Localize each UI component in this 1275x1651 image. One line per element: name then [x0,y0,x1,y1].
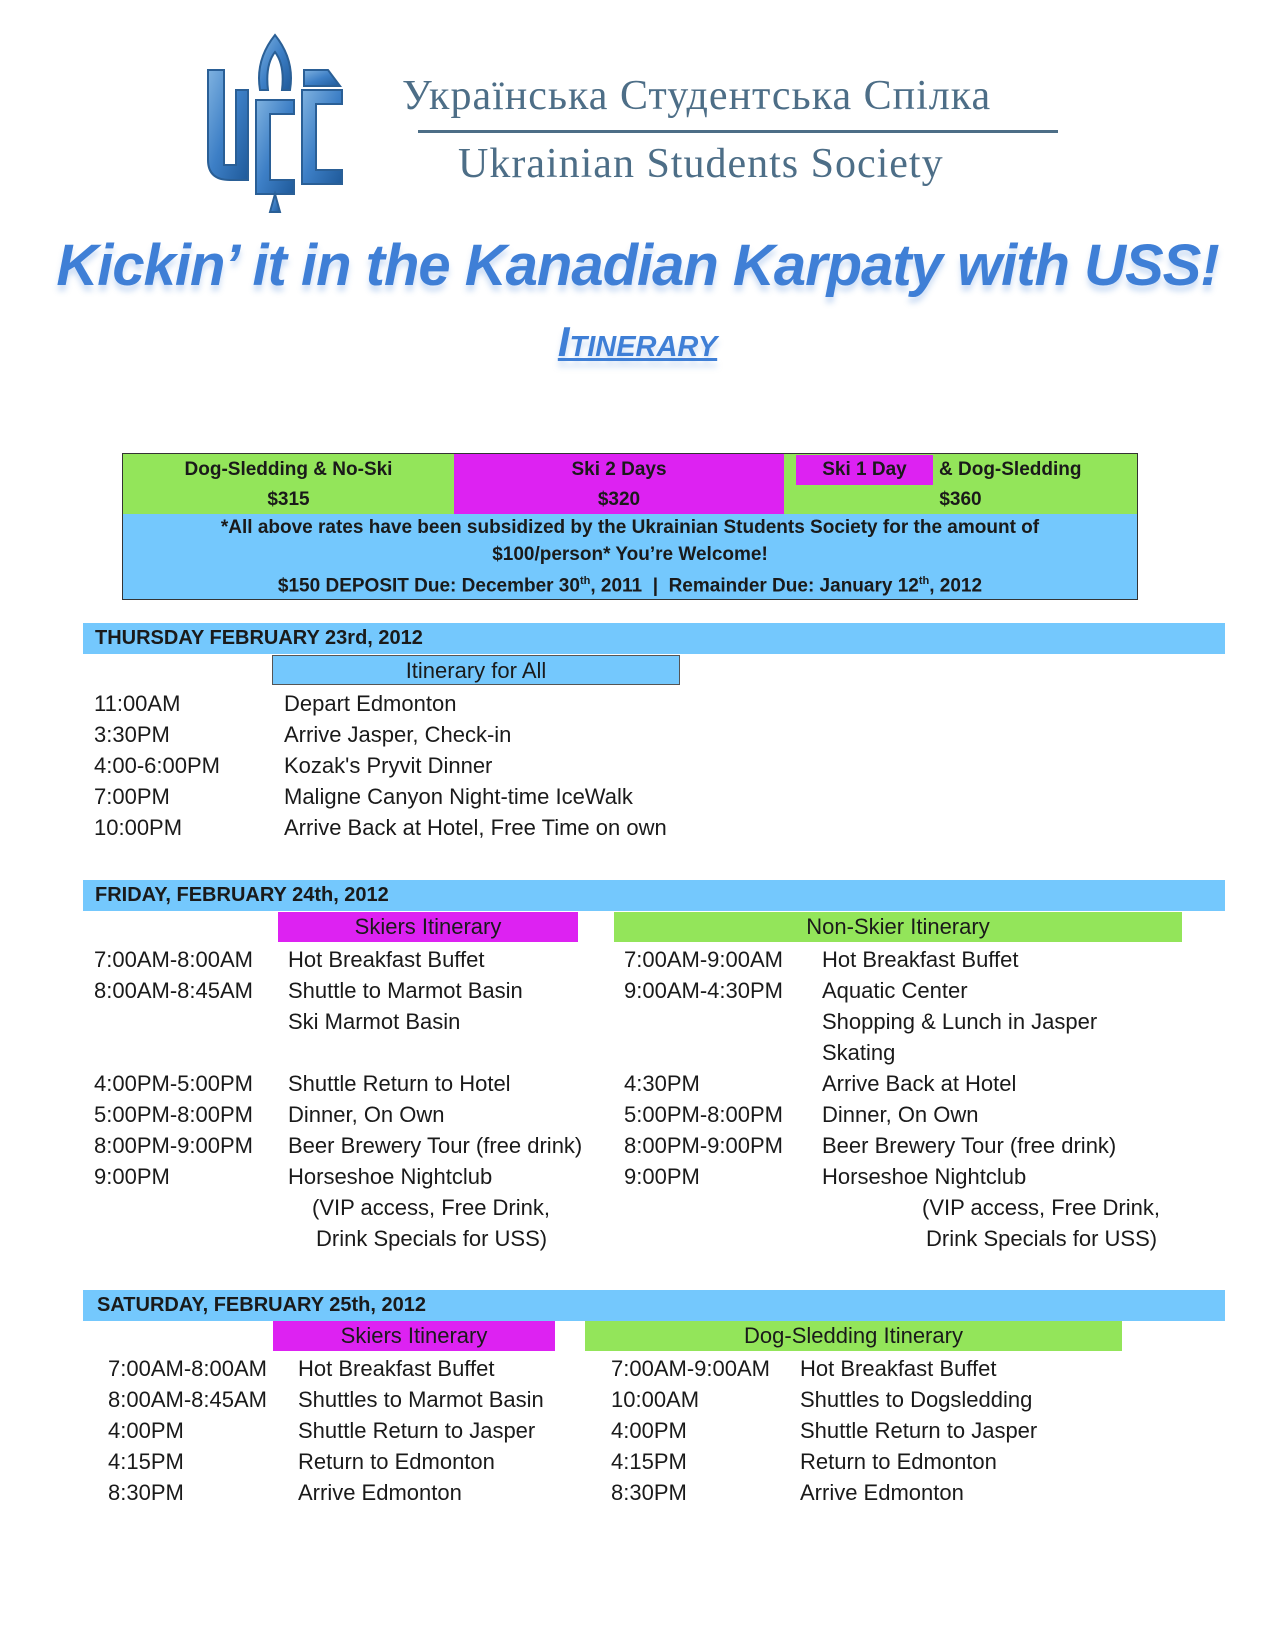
schedule-time: 9:00AM-4:30PM [624,978,783,1003]
schedule-event: Shuttle Return to Jasper [298,1418,536,1443]
friday-non-skier-schedule [624,944,1184,1254]
schedule-time: 11:00AM [94,691,181,716]
due-separator: | [652,575,659,597]
day-header-thursday: THURSDAY FEBRUARY 23rd, 2012 [83,623,1225,654]
schedule-row [624,1099,1184,1130]
schedule-row [108,1477,588,1508]
schedule-time: 8:30PM [611,1480,687,1505]
schedule-time: 7:00AM-9:00AM [624,947,783,972]
skiers-itinerary-header: Skiers Itinerary [273,1321,555,1351]
schedule-time: 10:00PM [94,815,183,840]
schedule-time: 4:00PM [611,1418,687,1443]
price-option-value: $315 [267,489,310,510]
schedule-time: 9:00PM [94,1164,170,1189]
schedule-row [94,1068,604,1099]
remainder-sup: th [918,575,930,587]
schedule-time: 3:30PM [94,722,170,747]
schedule-row [94,812,794,843]
skiers-itinerary-header: Skiers Itinerary [278,912,578,942]
schedule-event: Shuttles to Dogsledding [800,1387,1033,1412]
schedule-note: Drink Specials for USS) [926,1226,1158,1251]
schedule-time: 4:00PM [108,1418,184,1443]
schedule-event: Hot Breakfast Buffet [800,1356,997,1381]
schedule-event: Hot Breakfast Buffet [298,1356,495,1381]
schedule-time: 7:00PM [94,784,170,809]
schedule-event: Return to Edmonton [800,1449,997,1474]
price-option-label: Ski 2 Days [571,459,667,480]
schedule-time: 7:00AM-9:00AM [611,1356,770,1381]
schedule-row [611,1353,1131,1384]
schedule-event: Maligne Canyon Night-time IceWalk [284,784,633,809]
day-header-friday: FRIDAY, FEBRUARY 24th, 2012 [83,880,1225,911]
schedule-note: Drink Specials for USS) [316,1226,548,1251]
header-divider [418,130,1058,133]
schedule-event: Shopping & Lunch in Jasper [822,1009,1098,1034]
schedule-row [94,975,604,1006]
schedule-time: 5:00PM-8:00PM [94,1102,253,1127]
schedule-event: Hot Breakfast Buffet [822,947,1019,972]
org-name-ukrainian: Українська Студентська Спілка [402,73,992,119]
schedule-time: 8:00AM-8:45AM [94,978,253,1003]
schedule-time: 8:00PM-9:00PM [94,1133,253,1158]
schedule-time: 4:15PM [611,1449,687,1474]
schedule-row [94,688,794,719]
schedule-event: Dinner, On Own [288,1102,445,1127]
schedule-time: 4:00-6:00PM [94,753,220,778]
schedule-event: Arrive Jasper, Check-in [284,722,512,747]
schedule-row [94,1037,604,1068]
subtitle-text: Itinerary [557,318,718,365]
schedule-row [611,1415,1131,1446]
pricing-table [122,453,1138,600]
schedule-time: 10:00AM [611,1387,700,1412]
schedule-note-row [94,1192,604,1223]
schedule-row [624,1037,1184,1068]
schedule-row [94,1161,604,1192]
schedule-event: Hot Breakfast Buffet [288,947,485,972]
subsidy-note-line-2: $100/person* You’re Welcome! [492,544,768,565]
schedule-event: Arrive Edmonton [298,1480,462,1505]
price-option-label-suffix: & Dog-Sledding [939,459,1082,480]
schedule-row [624,975,1184,1006]
schedule-row [611,1446,1131,1477]
schedule-row [108,1415,588,1446]
schedule-row [94,1130,604,1161]
schedule-note-row [94,1223,604,1254]
deposit-sup: th [579,575,591,587]
schedule-row [94,781,794,812]
schedule-row [94,1099,604,1130]
price-option-ski-1-day [784,454,1137,514]
org-name-english: Ukrainian Students Society [458,141,944,187]
schedule-event: Kozak's Pryvit Dinner [284,753,493,778]
schedule-event: Beer Brewery Tour (free drink) [822,1133,1117,1158]
price-option-value: $320 [597,489,641,510]
schedule-row [108,1353,588,1384]
schedule-event: Shuttle Return to Hotel [288,1071,511,1096]
schedule-row [611,1384,1131,1415]
remainder-due: Remainder Due: January 12 [668,575,919,597]
schedule-event: Depart Edmonton [284,691,457,716]
schedule-note-row [624,1192,1184,1223]
schedule-row [108,1446,588,1477]
schedule-event: Shuttles to Marmot Basin [298,1387,544,1412]
price-option-dog-sledding [123,454,454,514]
pricing-note [123,514,1137,599]
schedule-note-row [624,1223,1184,1254]
schedule-event: Shuttle to Marmot Basin [288,978,523,1003]
schedule-row [94,750,794,781]
schedule-event: Dinner, On Own [822,1102,979,1127]
price-option-label: Ski 1 Day [822,459,907,480]
schedule-time: 7:00AM-8:00AM [108,1356,267,1381]
price-option-label: Dog-Sledding & No-Ski [184,459,393,480]
schedule-time: 4:30PM [624,1071,700,1096]
schedule-event: Arrive Edmonton [800,1480,964,1505]
schedule-event: Return to Edmonton [298,1449,495,1474]
remainder-year: , 2012 [929,575,983,597]
non-skier-itinerary-header: Non-Skier Itinerary [614,912,1182,942]
schedule-time: 8:00PM-9:00PM [624,1133,783,1158]
schedule-row [94,1006,604,1037]
schedule-note: (VIP access, Free Drink, [922,1195,1160,1220]
schedule-note: (VIP access, Free Drink, [312,1195,550,1220]
schedule-time: 4:00PM-5:00PM [94,1071,253,1096]
schedule-event: Ski Marmot Basin [288,1009,461,1034]
schedule-time: 4:15PM [108,1449,184,1474]
thursday-schedule [94,688,794,843]
uss-logo [200,30,350,215]
schedule-row [624,1006,1184,1037]
price-option-value: $360 [939,489,982,510]
event-title: Kickin’ it in the Kanadian Karpaty with USS! [56,233,1219,298]
schedule-row [108,1384,588,1415]
schedule-event: Beer Brewery Tour (free drink) [288,1133,583,1158]
schedule-event: Shuttle Return to Jasper [800,1418,1038,1443]
schedule-event: Aquatic Center [822,978,968,1003]
schedule-event: Horseshoe Nightclub [288,1164,493,1189]
due-dates [123,568,1137,599]
deposit-due: $150 DEPOSIT Due: December 30 [277,575,580,597]
itinerary-for-all-header: Itinerary for All [272,655,680,685]
price-option-ski-2-days [454,454,784,514]
schedule-row [624,1068,1184,1099]
schedule-time: 9:00PM [624,1164,700,1189]
saturday-skiers-schedule [108,1353,588,1508]
schedule-event: Skating [822,1040,896,1065]
subsidy-note-line-1: *All above rates have been subsidized by the Ukrainian Students Society for the amount of [220,517,1040,538]
schedule-event: Horseshoe Nightclub [822,1164,1027,1189]
schedule-row [94,944,604,975]
schedule-row [624,944,1184,975]
deposit-year: , 2011 [590,575,643,597]
day-header-saturday: SATURDAY, FEBRUARY 25th, 2012 [83,1290,1225,1321]
schedule-event: Arrive Back at Hotel, Free Time on own [284,815,667,840]
schedule-time: 8:30PM [108,1480,184,1505]
schedule-row [624,1161,1184,1192]
saturday-dog-sledding-schedule [611,1353,1131,1508]
event-subtitle [0,318,1275,366]
schedule-row [624,1130,1184,1161]
friday-skiers-schedule [94,944,604,1254]
dog-sledding-itinerary-header: Dog-Sledding Itinerary [585,1321,1122,1351]
schedule-time: 7:00AM-8:00AM [94,947,253,972]
schedule-time: 5:00PM-8:00PM [624,1102,783,1127]
schedule-row [611,1477,1131,1508]
schedule-row [94,719,794,750]
schedule-event: Arrive Back at Hotel [822,1071,1017,1096]
schedule-time: 8:00AM-8:45AM [108,1387,267,1412]
